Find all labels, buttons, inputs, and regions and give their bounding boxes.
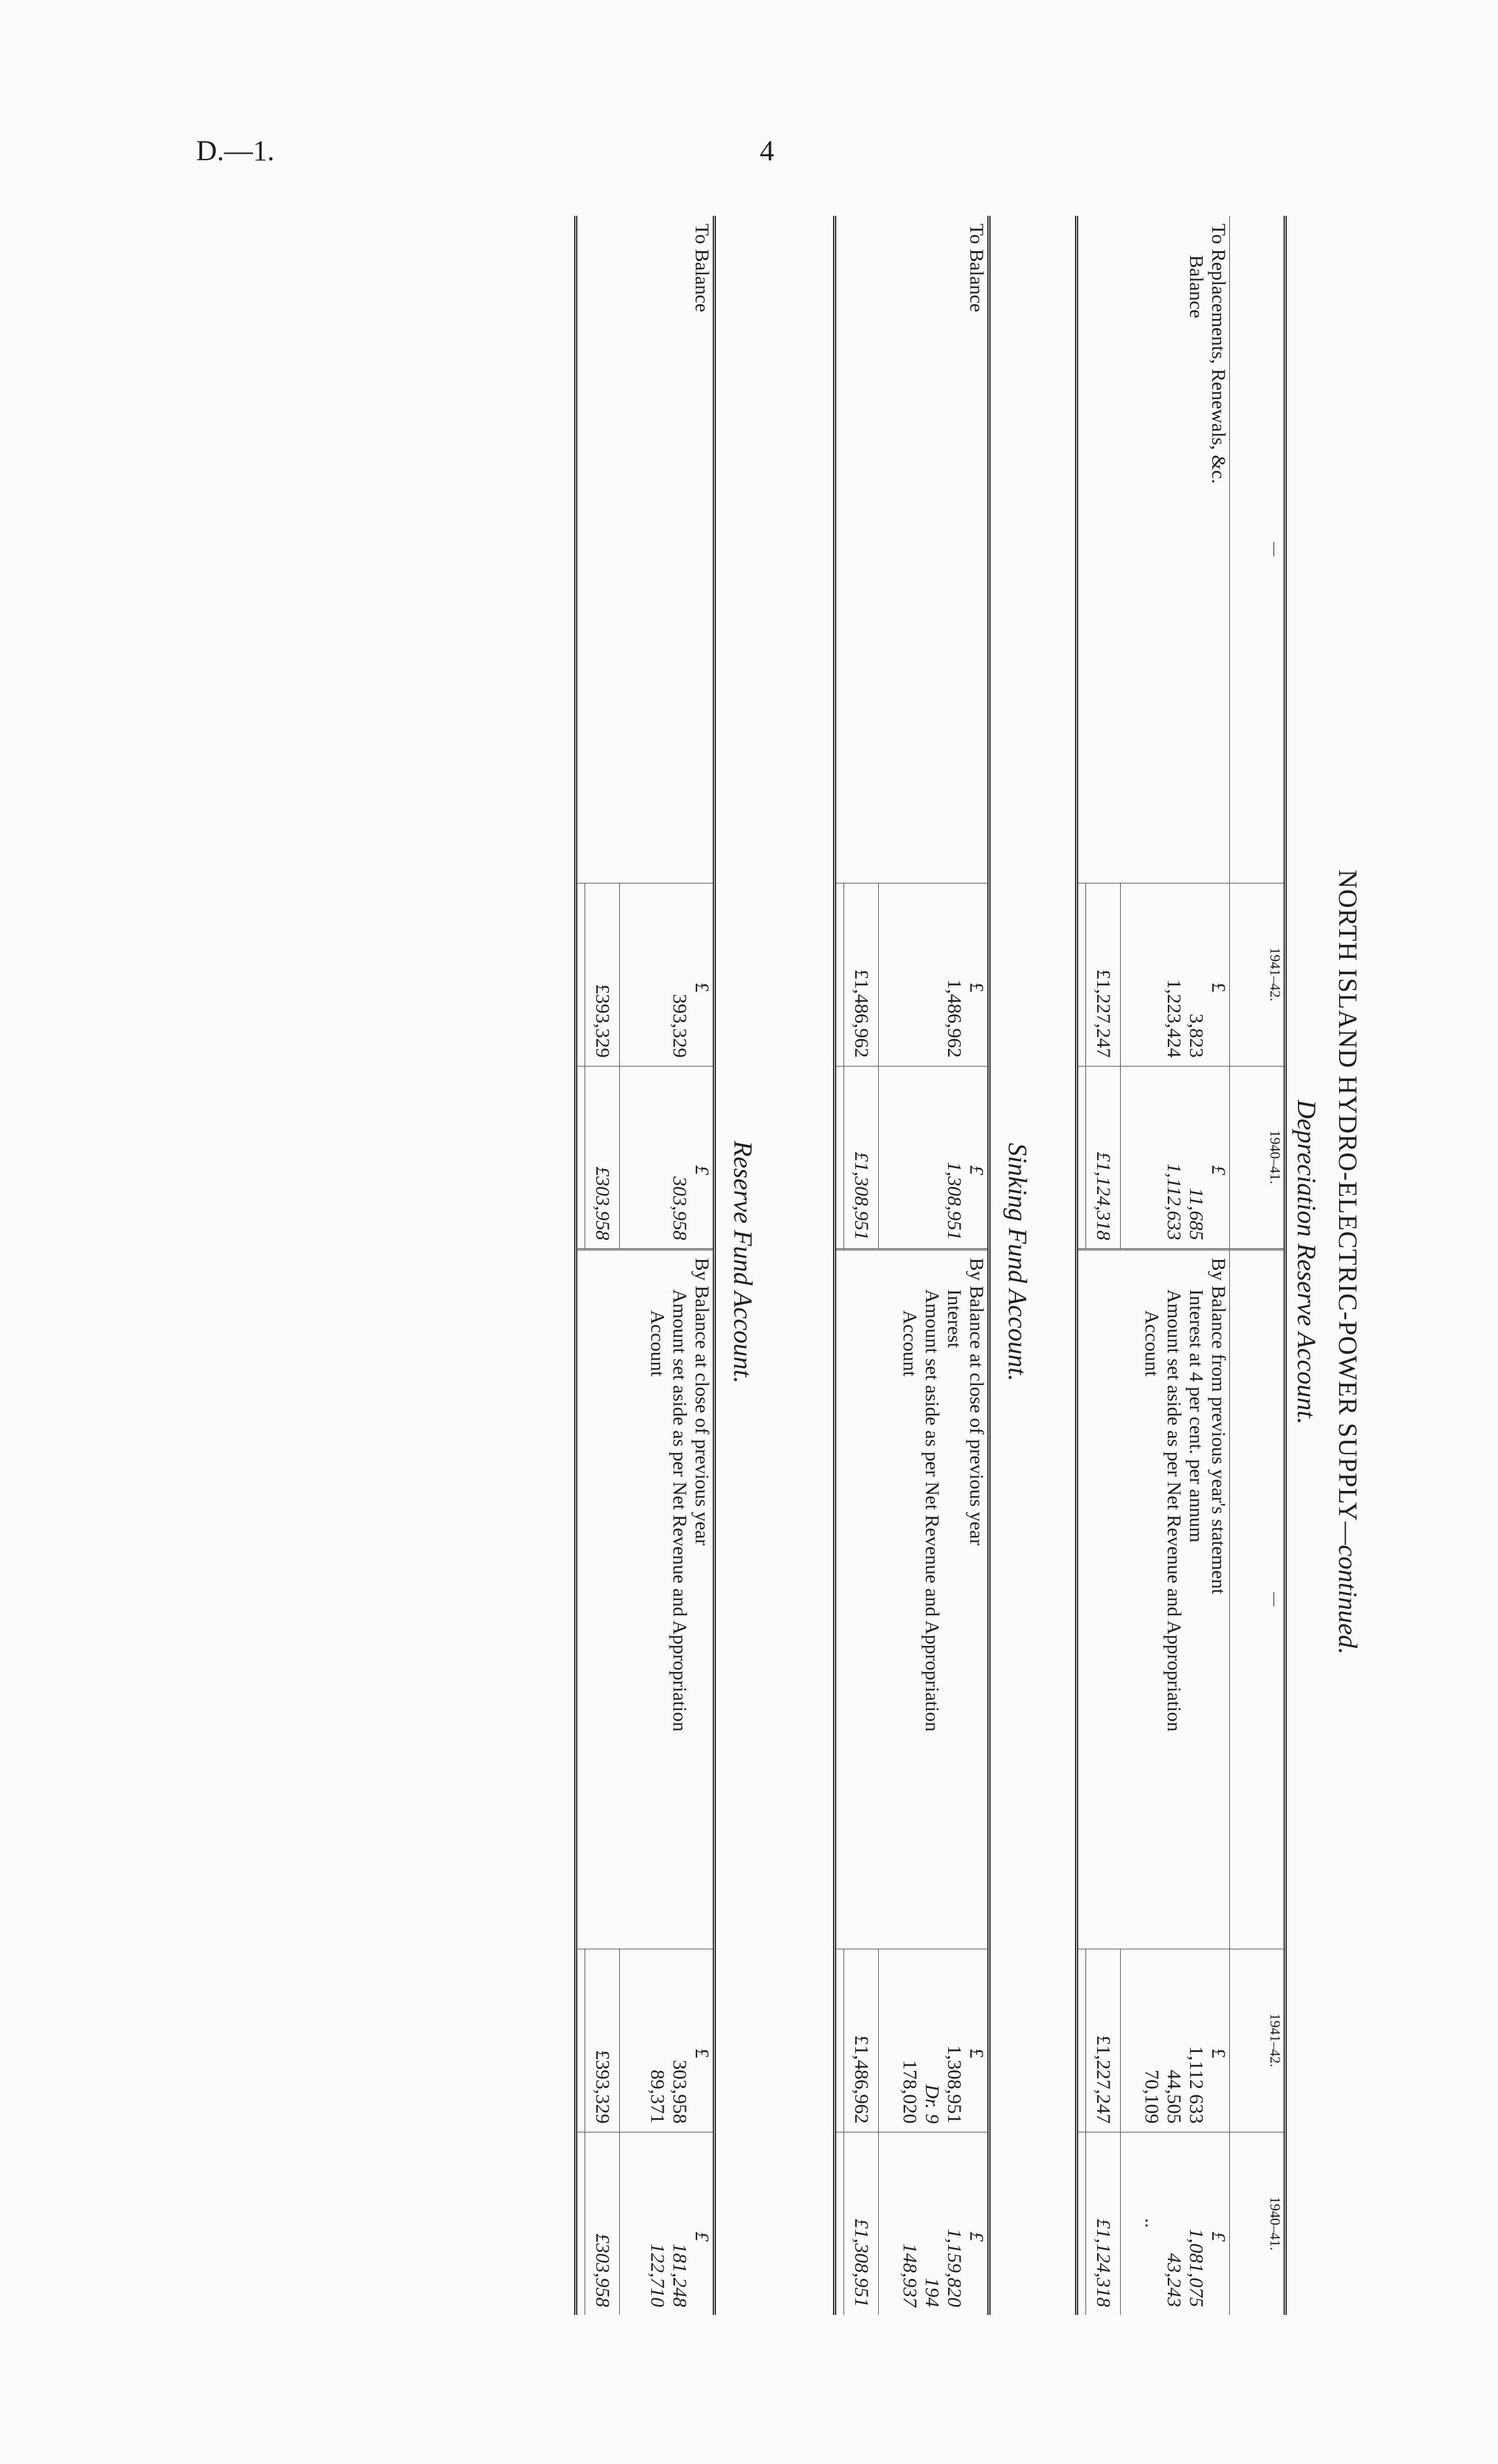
amount: 181,248 — [669, 2243, 690, 2307]
amount: 122,710 — [647, 2243, 668, 2307]
main-title-text: NORTH ISLAND HYDRO-ELECTRIC-POWER SUPPLY — [1333, 869, 1363, 1522]
col-header-dash: — — [1230, 1249, 1285, 1949]
amount: 1,308,951 — [944, 2045, 965, 2124]
document-title — [1333, 196, 1363, 2328]
col-header-dash: — — [1230, 216, 1285, 883]
debit-amounts-1941-42 — [646, 883, 715, 1066]
page-reference: D.—1. — [196, 135, 275, 167]
credit-total-1941-42: £393,329 — [585, 1949, 620, 2132]
currency-symbol: £ — [691, 2048, 713, 2059]
debit-total-1941-42: £1,486,962 — [844, 883, 879, 1066]
credit-line: By Balance at close of previous year — [966, 1258, 987, 1546]
currency-symbol: £ — [1208, 2048, 1229, 2059]
credit-amounts-1940-41 — [898, 2132, 989, 2315]
debit-total-1940-41: £1,308,951 — [844, 1066, 879, 1249]
col-header-1941-42: 1941–42. — [1230, 883, 1285, 1066]
credit-descriptions — [646, 1249, 715, 1949]
amount: 11,685 — [1185, 1188, 1207, 1241]
amount: 3,823 — [1185, 1014, 1207, 1058]
debit-line: To Replacements, Renewals, &c. — [1208, 224, 1229, 484]
depreciation-reserve-table — [1076, 216, 1287, 2315]
credit-line: Account — [647, 1310, 668, 1377]
debit-total-1941-42: £1,227,247 — [1086, 883, 1121, 1066]
amount: 148,937 — [899, 2243, 921, 2307]
section-title: Reserve Fund Account. — [728, 1140, 758, 1384]
currency-symbol: £ — [1208, 982, 1229, 993]
amount: Dr. 9 — [921, 2084, 943, 2124]
amount: 1,112,633 — [1163, 1163, 1185, 1241]
credit-line: By Balance at close of previous year — [691, 1258, 713, 1546]
debit-amounts-1941-42 — [898, 883, 989, 1066]
amount: 194 — [921, 2278, 943, 2307]
credit-amounts-1941-42 — [898, 1949, 989, 2132]
amount: 1,308,951 — [944, 1161, 965, 1241]
currency-symbol: £ — [966, 982, 987, 993]
col-header-1940-41: 1940–41. — [1230, 1066, 1285, 1249]
credit-amounts-1940-41 — [1140, 2132, 1230, 2315]
debit-total-1941-42: £393,329 — [585, 883, 620, 1066]
debit-line: Balance — [1185, 255, 1207, 318]
credit-line: Amount set aside as per Net Revenue and Appropriation — [1163, 1289, 1185, 1732]
amount: 89,371 — [647, 2070, 668, 2124]
credit-amounts-1941-42 — [646, 1949, 715, 2132]
col-header-1941-42: 1941–42. — [1230, 1949, 1285, 2132]
currency-symbol: £ — [691, 2231, 713, 2242]
debit-total-1940-41: £1,124,318 — [1086, 1066, 1121, 1249]
page-number: 4 — [760, 135, 774, 167]
credit-descriptions — [898, 1249, 989, 1949]
credit-total-1940-41: £1,308,951 — [844, 2132, 879, 2315]
credit-total-1940-41: £303,958 — [585, 2132, 620, 2315]
currency-symbol: £ — [966, 1165, 987, 1175]
debit-line: To Balance — [966, 224, 987, 313]
amount: 303,958 — [669, 1176, 690, 1241]
amount: 178,020 — [899, 2060, 921, 2124]
credit-line: Interest — [944, 1289, 965, 1348]
debit-descriptions — [646, 216, 715, 883]
amount: 44,505 — [1163, 2070, 1185, 2124]
sinking-fund-table — [834, 216, 991, 2315]
title-continued: —continued. — [1333, 1521, 1363, 1655]
section-title: Depreciation Reserve Account. — [1292, 1099, 1321, 1425]
credit-total-1941-42: £1,227,247 — [1086, 1949, 1121, 2132]
credit-line: By Balance from previous year's statement — [1208, 1258, 1229, 1594]
currency-symbol: £ — [966, 2048, 987, 2059]
amount: 393,329 — [669, 994, 690, 1058]
credit-line: Amount set aside as per Net Revenue and Appropriation — [669, 1289, 690, 1732]
debit-total-1940-41: £303,958 — [585, 1066, 620, 1249]
credit-amounts-1941-42 — [1140, 1949, 1230, 2132]
debit-amounts-1940-41 — [646, 1066, 715, 1249]
credit-total-1940-41: £1,124,318 — [1086, 2132, 1121, 2315]
currency-symbol: £ — [1208, 1165, 1229, 1175]
currency-symbol: £ — [966, 2231, 987, 2242]
amount: 1,159,820 — [944, 2229, 965, 2307]
currency-symbol: £ — [691, 982, 713, 993]
credit-amounts-1940-41 — [646, 2132, 715, 2315]
credit-line: Amount set aside as per Net Revenue and Appropriation — [921, 1289, 943, 1732]
debit-descriptions — [1140, 216, 1230, 883]
credit-total-1941-42: £1,486,962 — [844, 1949, 879, 2132]
credit-descriptions — [1140, 1249, 1230, 1949]
debit-amounts-1941-42 — [1140, 883, 1230, 1066]
amount: 43,243 — [1163, 2253, 1185, 2307]
rotated-accounts-block — [405, 196, 1373, 2328]
credit-line: Account — [1141, 1310, 1163, 1377]
debit-descriptions — [898, 216, 989, 883]
debit-line: To Balance — [691, 224, 713, 313]
reserve-fund-table — [575, 216, 717, 2315]
credit-line: Interest at 4 per cent. per annum — [1185, 1289, 1207, 1543]
amount: 303,958 — [669, 2060, 690, 2124]
amount: 1,081,075 — [1185, 2229, 1207, 2307]
currency-symbol: £ — [1208, 2231, 1229, 2242]
amount: 1,223,424 — [1163, 979, 1185, 1058]
currency-symbol: £ — [691, 1165, 713, 1175]
debit-amounts-1940-41 — [1140, 1066, 1230, 1249]
amount: 1,112 633 — [1185, 2045, 1207, 2124]
amount: .. — [1141, 2218, 1163, 2229]
section-title: Sinking Fund Account. — [1003, 1142, 1032, 1382]
amount: 1,486,962 — [944, 979, 965, 1058]
debit-amounts-1940-41 — [898, 1066, 989, 1249]
amount: 70,109 — [1141, 2070, 1163, 2124]
credit-line: Account — [899, 1310, 921, 1377]
col-header-1940-41: 1940–41. — [1230, 2132, 1285, 2315]
